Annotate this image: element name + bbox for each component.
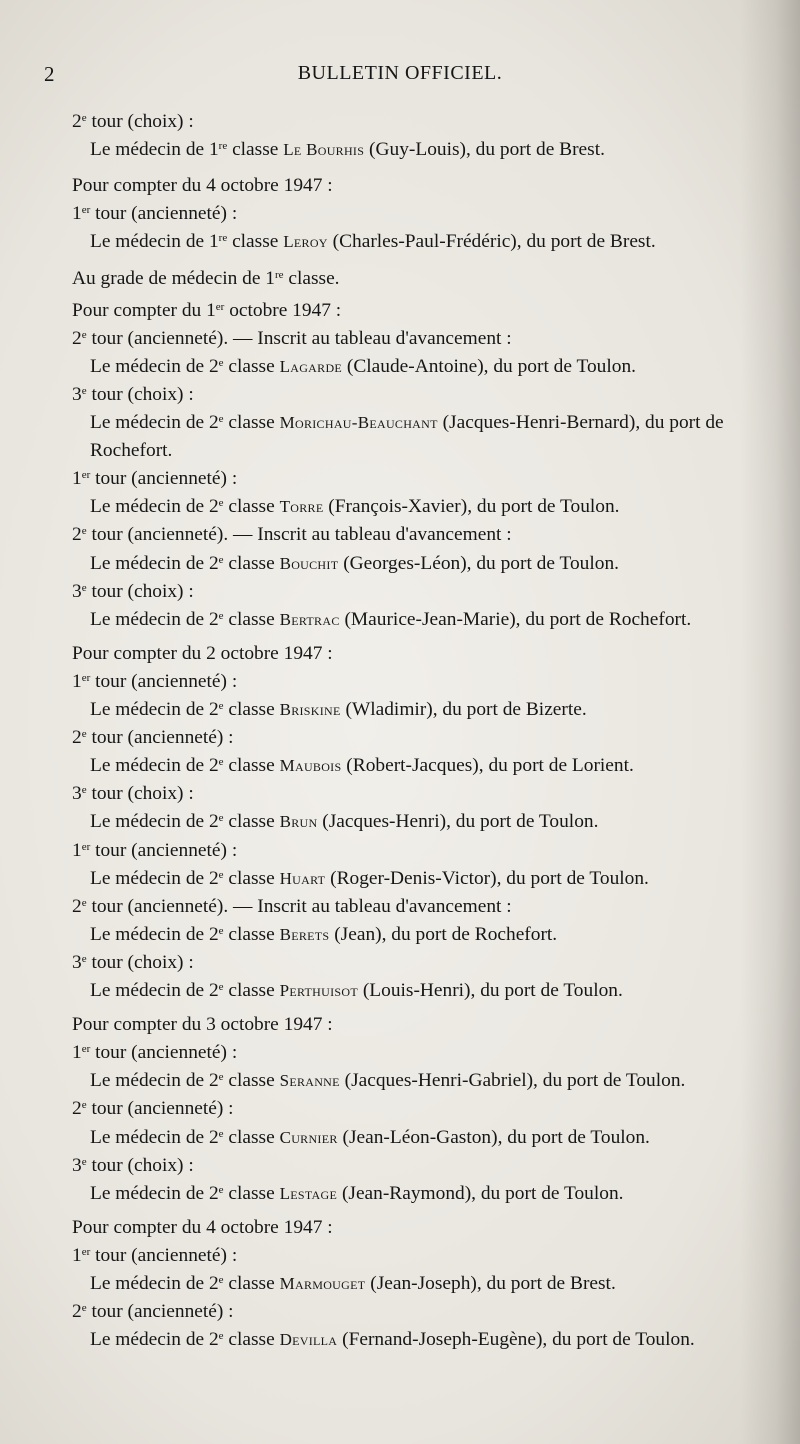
text-segment: 1 <box>72 468 82 489</box>
ordinal-superscript: e <box>218 610 224 622</box>
tour-line <box>72 951 194 975</box>
text-segment: Le médecin de 2 <box>90 755 219 776</box>
text-segment: Le médecin de 2 <box>90 699 219 720</box>
text-segment: Au grade de médecin de 1 <box>72 268 275 289</box>
text-segment: Pour compter du 2 octobre 1947 : <box>72 643 333 664</box>
text-segment: Le médecin de 2 <box>90 1329 219 1350</box>
text-segment: 1 <box>72 1245 82 1266</box>
text-segment: Le médecin de 1 <box>90 231 219 252</box>
text-segment: Le médecin de 2 <box>90 609 219 630</box>
text-segment: tour (ancienneté) : <box>86 727 234 748</box>
page-number: 2 <box>44 62 55 86</box>
tour-line <box>72 895 512 919</box>
text-segment: classe <box>223 755 280 776</box>
text-segment: Le médecin de 2 <box>90 980 219 1001</box>
text-segment: classe <box>227 231 284 252</box>
text-segment: 3 <box>72 1155 82 1176</box>
section-heading-line <box>72 1216 333 1240</box>
text-segment: (Jean-Raymond), du port de Toulon. <box>337 1183 624 1204</box>
text-segment: tour (ancienneté) : <box>90 203 238 224</box>
person-surname: Lagarde <box>279 357 343 376</box>
text-segment: Le médecin de 2 <box>90 811 219 832</box>
tour-line <box>72 726 234 750</box>
tour-line <box>72 523 512 547</box>
ordinal-superscript: re <box>274 269 284 281</box>
tour-line <box>72 327 512 351</box>
text-segment: (Jean-Léon-Gaston), du port de Toulon. <box>337 1127 650 1148</box>
appointment-line <box>90 1272 616 1296</box>
text-segment: Le médecin de 2 <box>90 1273 219 1294</box>
text-segment: classe <box>223 699 280 720</box>
text-segment: Pour compter du 4 octobre 1947 : <box>72 1217 333 1238</box>
appointment-line <box>90 230 656 254</box>
ordinal-superscript: e <box>81 897 87 909</box>
text-segment: tour (choix) : <box>86 952 194 973</box>
text-segment: classe <box>227 139 284 160</box>
appointment-line <box>90 979 623 1003</box>
person-surname: Devilla <box>279 1330 338 1349</box>
text-segment: (François-Xavier), du port de Toulon. <box>323 496 620 517</box>
text-segment: Le médecin de 2 <box>90 1070 219 1091</box>
text-segment: (Fernand-Joseph-Eugène), du port de Toulon. <box>337 1329 695 1350</box>
text-segment: Pour compter du 4 octobre 1947 : <box>72 175 333 196</box>
person-surname: Le Bourhis <box>283 140 365 159</box>
tour-line <box>72 383 194 407</box>
tour-line <box>72 839 237 863</box>
text-segment: Le médecin de 1 <box>90 139 219 160</box>
text-segment: tour (ancienneté) : <box>86 1301 234 1322</box>
appointment-line <box>90 138 605 162</box>
text-segment: classe <box>223 924 280 945</box>
text-segment: tour (ancienneté) : <box>90 840 238 861</box>
section-heading-line <box>72 267 340 291</box>
ordinal-superscript: e <box>81 728 87 740</box>
text-segment: (Jacques-Henri), du port de Toulon. <box>317 811 599 832</box>
text-segment: 2 <box>72 896 82 917</box>
section-heading-line <box>72 299 341 323</box>
text-segment: Le médecin de 2 <box>90 1183 219 1204</box>
tour-line <box>72 1300 234 1324</box>
text-segment: 2 <box>72 328 82 349</box>
text-segment: 2 <box>72 1098 82 1119</box>
ordinal-superscript: e <box>81 953 87 965</box>
ordinal-superscript: e <box>218 497 224 509</box>
appointment-line <box>90 411 724 435</box>
text-segment: (Jacques-Henri-Gabriel), du port de Toulon. <box>339 1070 686 1091</box>
appointment-line <box>90 608 691 632</box>
text-segment: classe <box>223 811 280 832</box>
page-edge-shadow <box>740 0 800 1444</box>
ordinal-superscript: e <box>218 1128 224 1140</box>
text-segment: Rochefort. <box>90 440 173 461</box>
person-surname: Berets <box>279 925 330 944</box>
appointment-line <box>90 867 649 891</box>
ordinal-superscript: e <box>81 1302 87 1314</box>
appointment-line <box>90 698 587 722</box>
text-segment: (Jean-Joseph), du port de Brest. <box>365 1273 616 1294</box>
text-segment: Le médecin de 2 <box>90 868 219 889</box>
ordinal-superscript: re <box>218 232 228 244</box>
appointment-line <box>90 552 619 576</box>
text-segment: 3 <box>72 384 82 405</box>
text-segment: (Maurice-Jean-Marie), du port de Rochefort. <box>339 609 692 630</box>
appointment-line <box>90 1069 685 1093</box>
text-segment: tour (choix) : <box>86 384 194 405</box>
text-segment: 3 <box>72 581 82 602</box>
ordinal-superscript: e <box>218 1184 224 1196</box>
text-segment: 2 <box>72 524 82 545</box>
text-segment: classe <box>223 868 280 889</box>
running-head: BULLETIN OFFICIEL. <box>297 62 503 84</box>
ordinal-superscript: e <box>218 869 224 881</box>
ordinal-superscript: e <box>218 357 224 369</box>
section-heading-line <box>72 642 333 666</box>
tour-line <box>72 670 237 694</box>
text-segment: octobre 1947 : <box>224 300 342 321</box>
text-segment: tour (ancienneté) : <box>90 1042 238 1063</box>
ordinal-superscript: e <box>218 554 224 566</box>
text-segment: tour (ancienneté) : <box>90 1245 238 1266</box>
text-segment: classe <box>223 412 280 433</box>
ordinal-superscript: e <box>81 385 87 397</box>
text-segment: (Guy-Louis), du port de Brest. <box>364 139 605 160</box>
text-segment: (Charles-Paul-Frédéric), du port de Brest. <box>327 231 656 252</box>
appointment-line <box>90 810 598 834</box>
text-segment: 1 <box>72 671 82 692</box>
text-segment: tour (ancienneté) : <box>86 1098 234 1119</box>
text-segment: (Jean), du port de Rochefort. <box>329 924 558 945</box>
text-segment: (Roger-Denis-Victor), du port de Toulon. <box>325 868 649 889</box>
tour-line <box>72 1097 234 1121</box>
text-segment: classe <box>223 980 280 1001</box>
person-surname: Briskine <box>279 700 341 719</box>
tour-line <box>72 467 237 491</box>
ordinal-superscript: er <box>81 204 91 216</box>
person-surname: Bouchit <box>279 554 339 573</box>
person-surname: Lestage <box>279 1184 338 1203</box>
text-segment: 2 <box>72 111 82 132</box>
ordinal-superscript: e <box>218 700 224 712</box>
text-segment: tour (choix) : <box>86 1155 194 1176</box>
ordinal-superscript: er <box>81 841 91 853</box>
person-surname: Huart <box>279 869 326 888</box>
text-segment: classe <box>223 1273 280 1294</box>
person-surname: Leroy <box>283 232 328 251</box>
text-segment: (Louis-Henri), du port de Toulon. <box>357 980 623 1001</box>
tour-line <box>72 1154 194 1178</box>
text-segment: tour (ancienneté). — Inscrit au tableau d'avancement : <box>86 896 512 917</box>
text-segment: Le médecin de 2 <box>90 924 219 945</box>
appointment-line <box>90 1328 695 1352</box>
text-segment: tour (choix) : <box>86 581 194 602</box>
ordinal-superscript: e <box>81 112 87 124</box>
person-surname: Morichau-Beauchant <box>279 413 438 432</box>
tour-line <box>72 202 237 226</box>
text-segment: 3 <box>72 783 82 804</box>
text-segment: 2 <box>72 1301 82 1322</box>
ordinal-superscript: e <box>218 756 224 768</box>
text-segment: tour (ancienneté) : <box>90 468 238 489</box>
tour-line <box>72 580 194 604</box>
text-segment: (Robert-Jacques), du port de Lorient. <box>341 755 634 776</box>
text-segment: classe <box>223 609 280 630</box>
tour-line <box>72 1244 237 1268</box>
text-segment: tour (choix) : <box>86 111 194 132</box>
ordinal-superscript: e <box>218 1274 224 1286</box>
person-surname: Brun <box>279 812 318 831</box>
ordinal-superscript: e <box>81 1099 87 1111</box>
ordinal-superscript: e <box>218 812 224 824</box>
section-heading-line <box>72 174 333 198</box>
appointment-line <box>90 754 634 778</box>
text-segment: Le médecin de 2 <box>90 412 219 433</box>
ordinal-superscript: er <box>81 672 91 684</box>
text-segment: 3 <box>72 952 82 973</box>
person-surname: Maubois <box>279 756 342 775</box>
ordinal-superscript: e <box>218 413 224 425</box>
ordinal-superscript: e <box>218 925 224 937</box>
appointment-line <box>90 923 557 947</box>
text-segment: classe <box>223 553 280 574</box>
text-segment: classe <box>223 1070 280 1091</box>
appointment-line <box>90 1126 650 1150</box>
text-segment: classe <box>223 1183 280 1204</box>
text-segment: tour (ancienneté). — Inscrit au tableau d'avancement : <box>86 328 512 349</box>
person-surname: Curnier <box>279 1128 338 1147</box>
text-segment: tour (choix) : <box>86 783 194 804</box>
ordinal-superscript: er <box>81 469 91 481</box>
text-segment: Le médecin de 2 <box>90 356 219 377</box>
person-surname: Marmouget <box>279 1274 366 1293</box>
tour-line <box>72 782 194 806</box>
ordinal-superscript: re <box>218 140 228 152</box>
text-segment: classe. <box>283 268 340 289</box>
ordinal-superscript: er <box>81 1043 91 1055</box>
ordinal-superscript: e <box>218 981 224 993</box>
person-surname: Perthuisot <box>279 981 358 1000</box>
section-heading-line <box>72 1013 333 1037</box>
text-segment: (Wladimir), du port de Bizerte. <box>340 699 587 720</box>
text-segment: 1 <box>72 203 82 224</box>
ordinal-superscript: e <box>218 1330 224 1342</box>
text-segment: Pour compter du 1 <box>72 300 216 321</box>
text-segment: Le médecin de 2 <box>90 553 219 574</box>
text-segment: tour (ancienneté) : <box>90 671 238 692</box>
appointment-line <box>90 355 636 379</box>
text-segment: tour (ancienneté). — Inscrit au tableau d'avancement : <box>86 524 512 545</box>
text-segment: classe <box>223 1329 280 1350</box>
person-surname: Seranne <box>279 1071 340 1090</box>
text-segment: (Claude-Antoine), du port de Toulon. <box>342 356 636 377</box>
text-segment: classe <box>223 1127 280 1148</box>
ordinal-superscript: er <box>215 301 225 313</box>
text-segment: Le médecin de 2 <box>90 1127 219 1148</box>
text-segment: classe <box>223 356 280 377</box>
text-segment: Le médecin de 2 <box>90 496 219 517</box>
tour-line <box>72 1041 237 1065</box>
person-surname: Bertrac <box>279 610 340 629</box>
ordinal-superscript: e <box>81 525 87 537</box>
ordinal-superscript: e <box>81 1156 87 1168</box>
text-segment: classe <box>223 496 280 517</box>
text-segment: (Georges-Léon), du port de Toulon. <box>338 553 619 574</box>
ordinal-superscript: er <box>81 1246 91 1258</box>
text-segment: 1 <box>72 840 82 861</box>
ordinal-superscript: e <box>218 1071 224 1083</box>
ordinal-superscript: e <box>81 582 87 594</box>
text-segment: Pour compter du 3 octobre 1947 : <box>72 1014 333 1035</box>
text-segment: 2 <box>72 727 82 748</box>
ordinal-superscript: e <box>81 329 87 341</box>
appointment-line <box>90 495 620 519</box>
text-segment: 1 <box>72 1042 82 1063</box>
appointment-line <box>90 439 172 463</box>
ordinal-superscript: e <box>81 784 87 796</box>
text-segment: (Jacques-Henri-Bernard), du port de <box>437 412 724 433</box>
appointment-line <box>90 1182 624 1206</box>
tour-line <box>72 110 194 134</box>
person-surname: Torre <box>279 497 324 516</box>
page-header <box>0 62 800 92</box>
